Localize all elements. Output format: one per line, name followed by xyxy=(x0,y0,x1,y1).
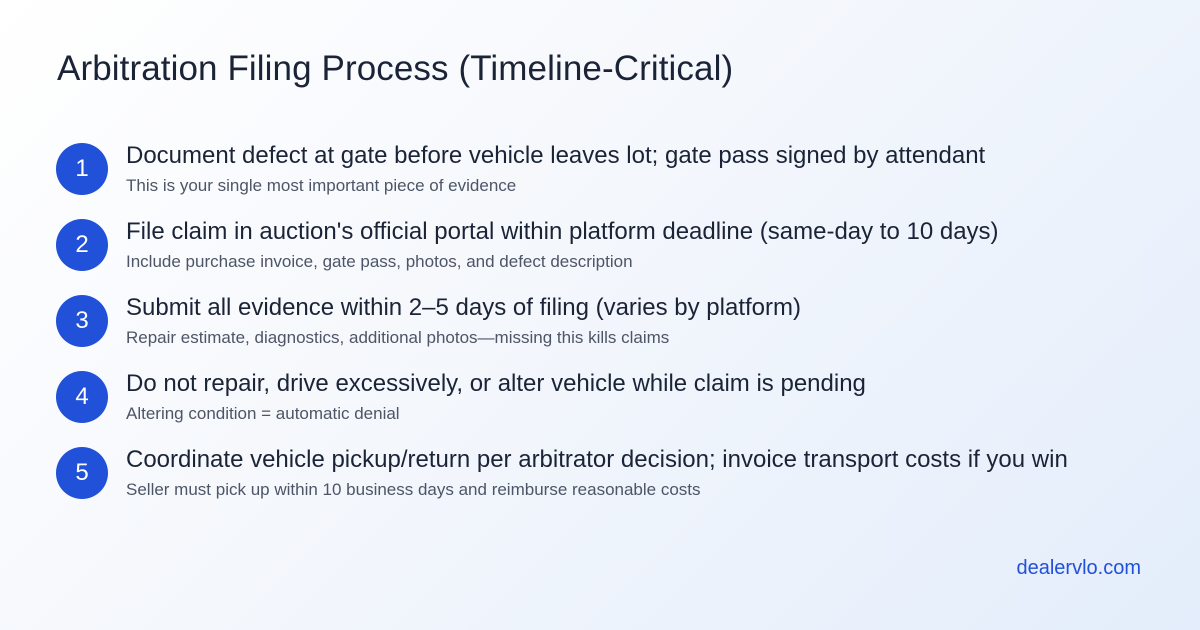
step-text xyxy=(126,216,1146,273)
step-heading: Coordinate vehicle pickup/return per arbitrator decision; invoice transport costs if you win xyxy=(126,446,1068,473)
step-item-1 xyxy=(56,140,1146,197)
step-heading: Submit all evidence within 2–5 days of filing (varies by platform) xyxy=(126,294,801,321)
step-description: Include purchase invoice, gate pass, photos, and defect description xyxy=(126,252,633,271)
step-heading: File claim in auction's official portal within platform deadline (same-day to 10 days) xyxy=(126,218,999,245)
step-description: Repair estimate, diagnostics, additional photos—missing this kills claims xyxy=(126,328,670,347)
step-number-badge: 1 xyxy=(56,143,108,195)
step-description: Seller must pick up within 10 business days and reimburse reasonable costs xyxy=(126,480,701,499)
step-number-badge: 5 xyxy=(56,447,108,499)
step-text xyxy=(126,444,1146,501)
step-text xyxy=(126,368,1146,425)
step-number-badge: 2 xyxy=(56,219,108,271)
step-item-2 xyxy=(56,216,1146,273)
step-item-4 xyxy=(56,368,1146,425)
step-text xyxy=(126,292,1146,349)
step-item-5 xyxy=(56,444,1146,501)
step-number-badge: 3 xyxy=(56,295,108,347)
footer-site-link[interactable]: dealervlo.com xyxy=(1016,557,1141,579)
step-heading: Document defect at gate before vehicle leaves lot; gate pass signed by attendant xyxy=(126,142,986,169)
steps-list xyxy=(56,140,1146,520)
step-description: This is your single most important piece of evidence xyxy=(126,176,517,195)
step-heading: Do not repair, drive excessively, or alter vehicle while claim is pending xyxy=(126,370,866,397)
page-title: Arbitration Filing Process (Timeline-Critical) xyxy=(57,49,734,88)
step-description: Altering condition = automatic denial xyxy=(126,404,400,423)
step-number-badge: 4 xyxy=(56,371,108,423)
step-item-3 xyxy=(56,292,1146,349)
step-text xyxy=(126,140,1146,197)
